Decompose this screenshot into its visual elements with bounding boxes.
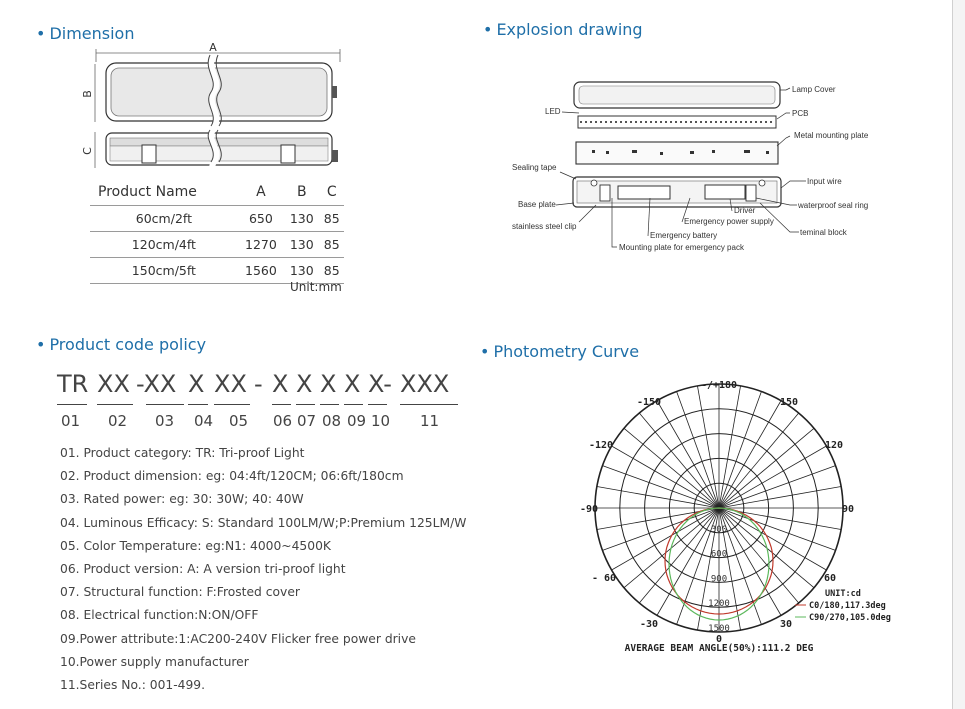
radial-label: 600 xyxy=(710,549,728,560)
col-product-name: Product Name xyxy=(98,183,197,200)
angle-label-0: 0 xyxy=(715,634,723,645)
label-emergency-supply: Emergency power supply xyxy=(684,217,774,226)
angle-label-180: -/+180 xyxy=(700,380,738,391)
radial-label: 300 xyxy=(710,524,728,535)
radial-label: 1200 xyxy=(708,599,730,610)
angle-label-neg120: -120 xyxy=(588,440,614,451)
beam-angle-caption: AVERAGE BEAM ANGLE(50%):111.2 DEG xyxy=(624,643,814,654)
label-lamp-cover: Lamp Cover xyxy=(792,85,836,94)
code-number: 04 xyxy=(194,412,214,430)
angle-label-neg150: -150 xyxy=(636,397,662,408)
cell-b: 130 xyxy=(284,258,319,284)
list-item: 10.Power supply manufacturer xyxy=(60,654,249,669)
code-seg-tr: TR xyxy=(57,370,89,398)
code-number: 03 xyxy=(155,412,175,430)
angle-label-neg30: -30 xyxy=(639,619,659,630)
list-item: 02. Product dimension: eg: 04:4ft/120CM; 06:6ft/180cm xyxy=(60,469,404,484)
angle-label-30: 30 xyxy=(779,619,793,630)
label-input-wire: Input wire xyxy=(807,177,842,186)
list-item: 01. Product category: TR: Tri-proof Light xyxy=(60,446,305,460)
code-number: 09 xyxy=(347,412,367,430)
radial-label: 1500 xyxy=(708,624,730,634)
code-seg-cct: XX xyxy=(214,370,247,398)
code-number: 08 xyxy=(322,412,342,430)
col-c: C xyxy=(326,183,337,200)
cell-a: 1560 xyxy=(238,258,284,284)
list-item: 04. Luminous Efficacy: S: Standard 100LM/W;P:Premium 125LM/W xyxy=(60,515,467,530)
code-seg-series: XXX xyxy=(400,370,450,398)
legend-c90-label: C90/270,105.0deg xyxy=(809,613,891,623)
code-seg-power: -XX xyxy=(136,370,177,398)
code-seg-version: X xyxy=(272,370,289,398)
cell-name: 150cm/5ft xyxy=(90,258,238,284)
label-led: LED xyxy=(545,107,561,116)
dim-label-b: B xyxy=(81,90,94,98)
angle-label-60: 60 xyxy=(823,573,837,584)
radial-label: 900 xyxy=(710,574,728,585)
cell-b: 130 xyxy=(284,206,319,232)
code-number: 02 xyxy=(108,412,128,430)
unit-label-cd: UNIT:cd xyxy=(825,589,861,599)
code-policy-title: • Product code policy xyxy=(36,335,207,354)
code-seg-dimension: XX xyxy=(97,370,130,398)
cell-c: 85 xyxy=(319,206,344,232)
angle-label-150: 150 xyxy=(779,397,799,408)
code-number: 10 xyxy=(371,412,391,430)
list-item: 09.Power attribute:1:AC200-240V Flicker free power drive xyxy=(60,631,416,646)
explosion-title: • Explosion drawing xyxy=(483,20,643,39)
angle-label-neg90: -90 xyxy=(579,504,599,515)
list-item: 05. Color Temperature: eg:N1: 4000~4500K xyxy=(60,538,331,553)
code-number: 06 xyxy=(273,412,293,430)
list-item: 08. Electrical function:N:ON/OFF xyxy=(60,608,259,623)
dim-label-a: A xyxy=(209,41,217,54)
list-item: 03. Rated power: eg: 30: 30W; 40: 40W xyxy=(60,492,304,507)
legend-c0-label: C0/180,117.3deg xyxy=(809,601,886,611)
label-base-plate: Base plate xyxy=(518,200,556,209)
cell-c: 85 xyxy=(319,232,344,258)
list-item: 06. Product version: A: A version tri-proof light xyxy=(60,561,346,576)
photometry-title: • Photometry Curve xyxy=(480,342,640,361)
label-metal-plate: Metal mounting plate xyxy=(794,131,869,140)
cell-b: 130 xyxy=(284,232,319,258)
code-seg-attribute: X xyxy=(344,370,361,398)
list-item: 07. Structural function: F:Frosted cover xyxy=(60,585,300,600)
col-b: B xyxy=(296,183,307,200)
label-waterproof-ring: waterproof seal ring xyxy=(798,201,869,210)
code-seg-efficacy: X xyxy=(188,370,205,398)
dim-label-c: C xyxy=(81,147,94,155)
code-number: 01 xyxy=(61,412,81,430)
code-seg-structure: X xyxy=(296,370,313,398)
angle-label-90: 90 xyxy=(841,504,855,515)
angle-label-neg60: - 60 xyxy=(591,573,617,584)
code-seg-electrical: X xyxy=(320,370,337,398)
cell-a: 650 xyxy=(238,206,284,232)
label-driver: Driver xyxy=(734,206,756,215)
angle-label-120: 120 xyxy=(824,440,844,451)
label-mounting-emergency: Mounting plate for emergency pack xyxy=(619,243,744,252)
code-number: 05 xyxy=(229,412,249,430)
cell-name: 120cm/4ft xyxy=(90,232,238,258)
code-number: 07 xyxy=(297,412,317,430)
label-terminal-block: teminal block xyxy=(800,228,847,237)
code-seg-dash: - xyxy=(254,370,263,398)
label-sealing-tape: Sealing tape xyxy=(512,163,557,172)
cell-c: 85 xyxy=(319,258,344,284)
label-pcb: PCB xyxy=(792,109,809,118)
dimension-title: • Dimension xyxy=(36,24,135,43)
cell-a: 1270 xyxy=(238,232,284,258)
label-stainless-clip: stainless steel clip xyxy=(512,222,577,231)
cell-name: 60cm/2ft xyxy=(90,206,238,232)
code-number: 11 xyxy=(420,412,440,430)
unit-label: Unit:mm xyxy=(290,280,342,294)
code-seg-manufacturer: X- xyxy=(368,370,392,398)
col-a: A xyxy=(256,183,266,200)
list-item: 11.Series No.: 001-499. xyxy=(60,677,206,692)
label-emergency-battery: Emergency battery xyxy=(650,231,718,240)
